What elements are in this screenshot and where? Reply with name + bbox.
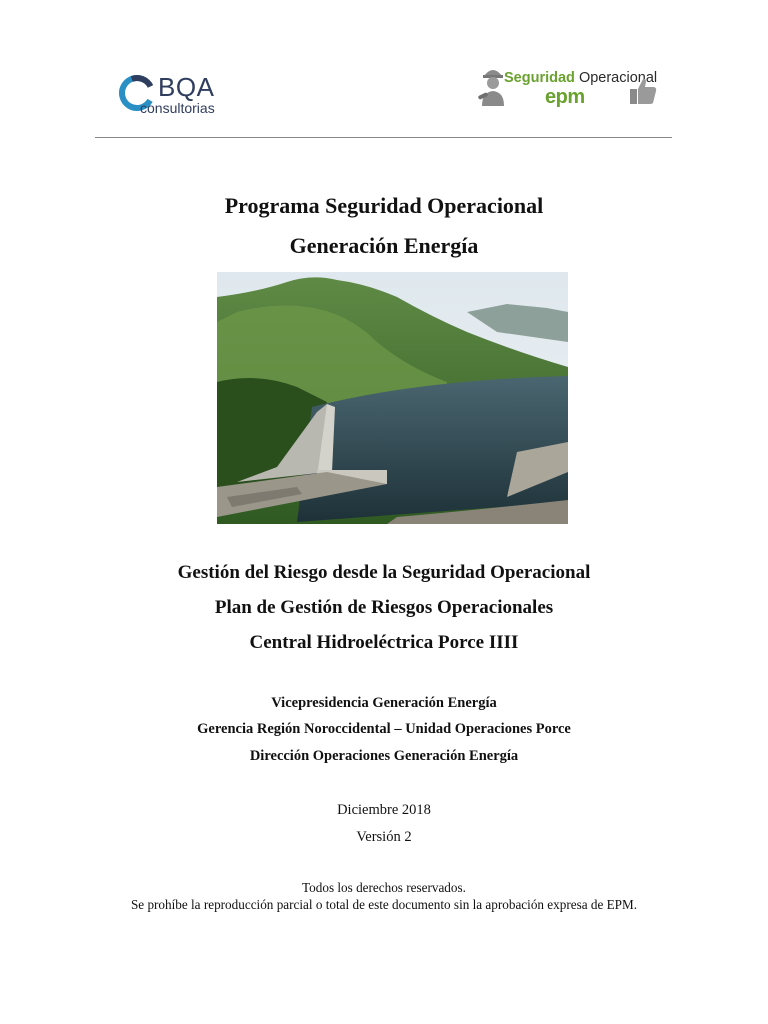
document-version: Versión 2 [356, 829, 412, 845]
document-title-line1: Programa Seguridad Operacional [224, 193, 544, 218]
org-gerencia: Gerencia Región Noroccidental – Unidad Operaciones Porce [197, 721, 571, 737]
thumbs-up-icon [628, 76, 658, 106]
document-title-line2: Generación Energía [289, 233, 479, 258]
seguridad-operacional-epm-logo [478, 62, 660, 114]
reproduction-notice-text: Se prohíbe la reproducción parcial o total de este documento sin la aprobación expresa de EPM. [130, 897, 638, 912]
subtitle-gestion-riesgo: Gestión del Riesgo desde la Seguridad Operacional [177, 562, 591, 583]
seguridad-word: Seguridad [504, 70, 575, 86]
document-date: Diciembre 2018 [337, 802, 431, 818]
operacional-word: Operacional [578, 70, 658, 86]
rights-reserved-text: Todos los derechos reservados. [302, 880, 466, 895]
bqa-consultorias-logo [118, 70, 228, 122]
epm-brand-text: epm [545, 86, 585, 108]
subtitle-central-hidroelectrica: Central Hidroeléctrica Porce IIII [249, 632, 519, 653]
org-direccion: Dirección Operaciones Generación Energía [249, 748, 519, 764]
hydroelectric-dam-photo [217, 272, 568, 524]
bqa-brand-text: BQA [158, 72, 215, 102]
header-divider [95, 137, 672, 138]
org-vicepresidencia: Vicepresidencia Generación Energía [271, 695, 497, 711]
bqa-subtitle-text: consultorias [140, 100, 215, 116]
subtitle-plan-gestion: Plan de Gestión de Riesgos Operacionales [214, 597, 554, 618]
dam-landscape-image [217, 272, 568, 524]
